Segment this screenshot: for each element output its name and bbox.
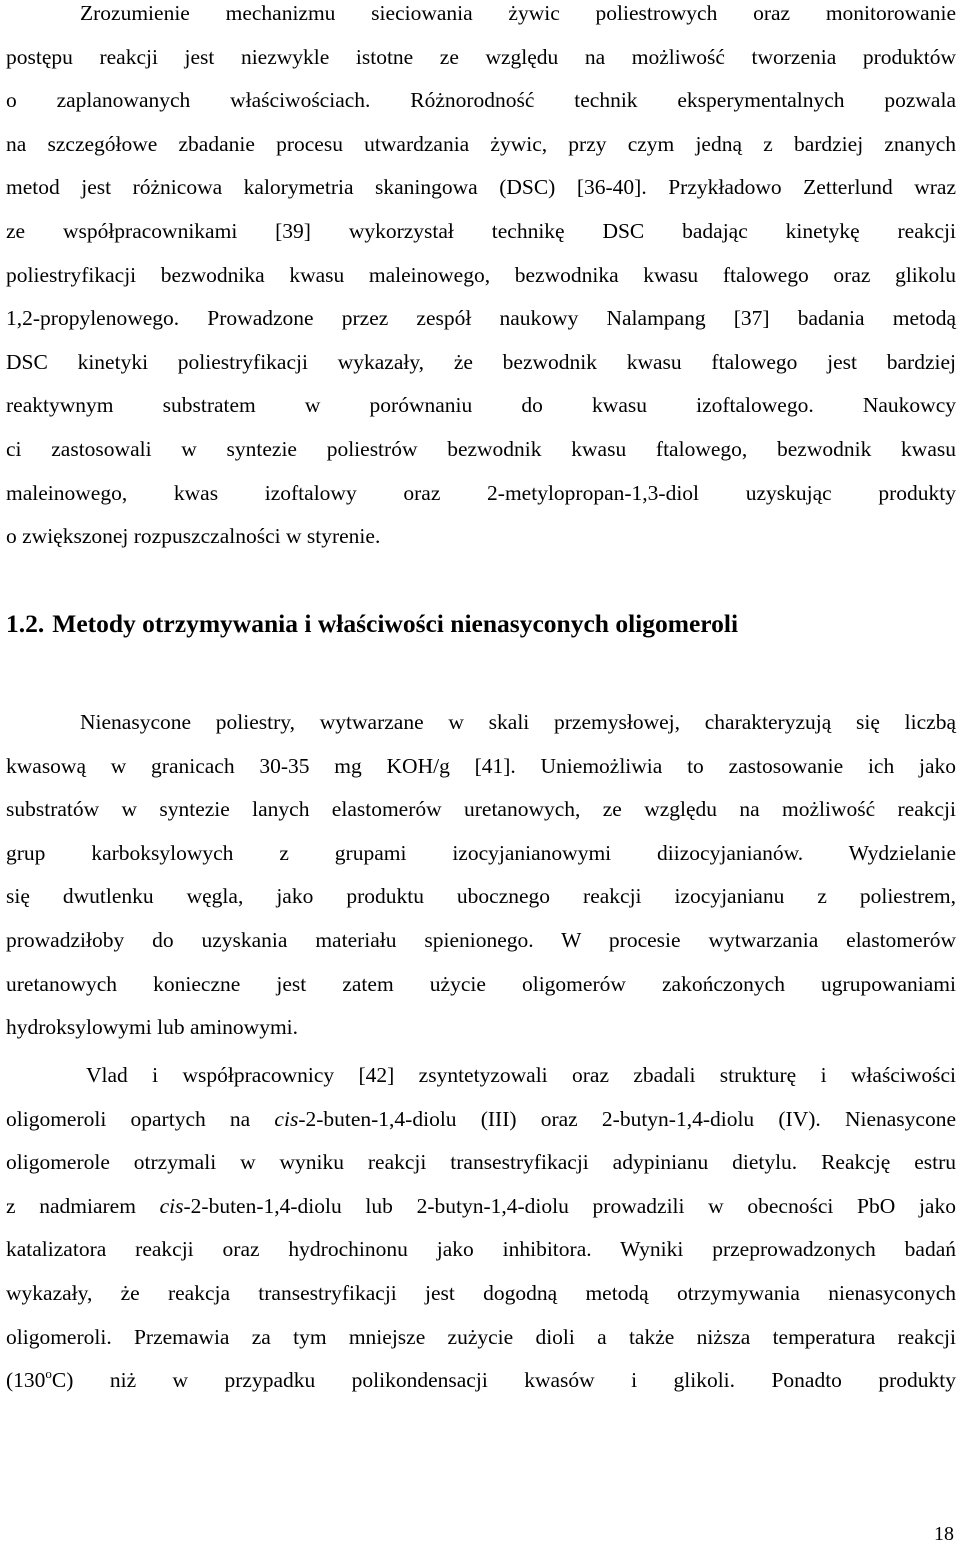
text-line (6, 1098, 956, 1142)
text-line: maleinowego, kwas izoftalowy oraz 2-metylopropan-1,3-diol uzyskując produkty (6, 480, 956, 505)
section-heading (6, 604, 738, 644)
text-line: DSC kinetyki poliestryfikacji wykazały, że bezwodnik kwasu ftalowego jest bardziej (6, 349, 956, 374)
text-line: katalizatora reakcji oraz hydrochinonu jako inhibitora. Wyniki przeprowadzonych badań (6, 1237, 956, 1262)
page-number: 18 (934, 1523, 954, 1545)
text-line: oligomeroli. Przemawia za tym mniejsze zużycie dioli a także niższa temperatura reakcji (6, 1324, 956, 1349)
text-line: ci zastosowali w syntezie poliestrów bezwodnik kwasu ftalowego, bezwodnik kwasu (6, 436, 956, 461)
text-segment: oligomeroli opartych na (6, 1106, 275, 1131)
text-line: Zrozumienie mechanizmu sieciowania żywic poliestrowych oraz monitorowanie (80, 1, 956, 25)
text-line: się dwutlenku węgla, jako produktu ubocznego reakcji izocyjanianu z poliestrem, (6, 884, 956, 909)
text-segment: C) niż w przypadku polikondensacji kwasów i glikoli. Ponadto produkty (51, 1368, 956, 1393)
text-line: o zaplanowanych właściwościach. Różnorodność technik eksperymentalnych pozwala (6, 88, 956, 113)
text-segment: -2-buten-1,4-diolu lub 2-butyn-1,4-diolu prowadzili w obecności PbO jako (183, 1193, 956, 1218)
text-line: ze współpracownikami [39] wykorzystał technikę DSC badając kinetykę reakcji (6, 218, 956, 243)
text-line: poliestryfikacji bezwodnika kwasu maleinowego, bezwodnika kwasu ftalowego oraz glikolu (6, 262, 956, 287)
text-line: hydroksylowymi lub aminowymi. (6, 1015, 299, 1040)
text-line: Vlad i współpracownicy [42] zsyntetyzowali oraz zbadali strukturę i właściwości (86, 1063, 956, 1087)
text-segment: -2-buten-1,4-diolu (III) oraz 2-butyn-1,4-diolu (IV). Nienasycone (298, 1106, 956, 1131)
text-line: reaktywnym substratem w porównaniu do kwasu izoftalowego. Naukowcy (6, 393, 956, 418)
text-line: uretanowych konieczne jest zatem użycie oligomerów zakończonych ugrupowaniami (6, 971, 956, 996)
text-line: 1,2-propylenowego. Prowadzone przez zespół naukowy Nalampang [37] badania metodą (6, 306, 956, 331)
text-line: metod jest różnicowa kalorymetria skaningowa (DSC) [36-40]. Przykładowo Zetterlund wraz (6, 175, 956, 200)
text-segment: z nadmiarem (6, 1193, 160, 1218)
text-line: wykazały, że reakcja transestryfikacji jest dogodną metodą otrzymywania nienasyconych (6, 1280, 956, 1305)
text-line: Nienasycone poliestry, wytwarzane w skali przemysłowej, charakteryzują się liczbą (80, 710, 956, 734)
text-line: substratów w syntezie lanych elastomerów uretanowych, ze względu na możliwość reakcji (6, 797, 956, 822)
italic-prefix: cis (274, 1106, 299, 1131)
paragraph-unsaturated-polyesters (6, 701, 956, 1050)
paragraph-dsc-curing (6, 0, 956, 559)
paragraph-vlad-oligomerols (6, 1054, 956, 1403)
italic-prefix: cis (159, 1193, 184, 1218)
text-line: grup karboksylowych z grupami izocyjanianowymi diizocyjanianów. Wydzielanie (6, 840, 956, 865)
section-title: Metody otrzymywania i właściwości nienasyconych oligomeroli (52, 609, 739, 638)
text-line: oligomerole otrzymali w wyniku reakcji transestryfikacji adypinianu dietylu. Reakcję estru (6, 1150, 956, 1175)
text-line: kwasową w granicach 30-35 mg KOH/g [41]. Uniemożliwia to zastosowanie ich jako (6, 753, 956, 778)
section-number: 1.2. (6, 609, 45, 638)
text-segment: (130 (6, 1368, 46, 1393)
degree-superscript: o (45, 1366, 52, 1382)
text-line: o zwiększonej rozpuszczalności w styrenie. (6, 524, 381, 549)
text-line: na szczegółowe zbadanie procesu utwardzania żywic, przy czym jedną z bardziej znanych (6, 131, 956, 156)
text-line: prowadziłoby do uzyskania materiału spienionego. W procesie wytwarzania elastomerów (6, 927, 956, 952)
text-line (6, 1359, 956, 1403)
text-line (6, 1185, 956, 1229)
text-line: postępu reakcji jest niezwykle istotne ze względu na możliwość tworzenia produktów (6, 44, 956, 69)
